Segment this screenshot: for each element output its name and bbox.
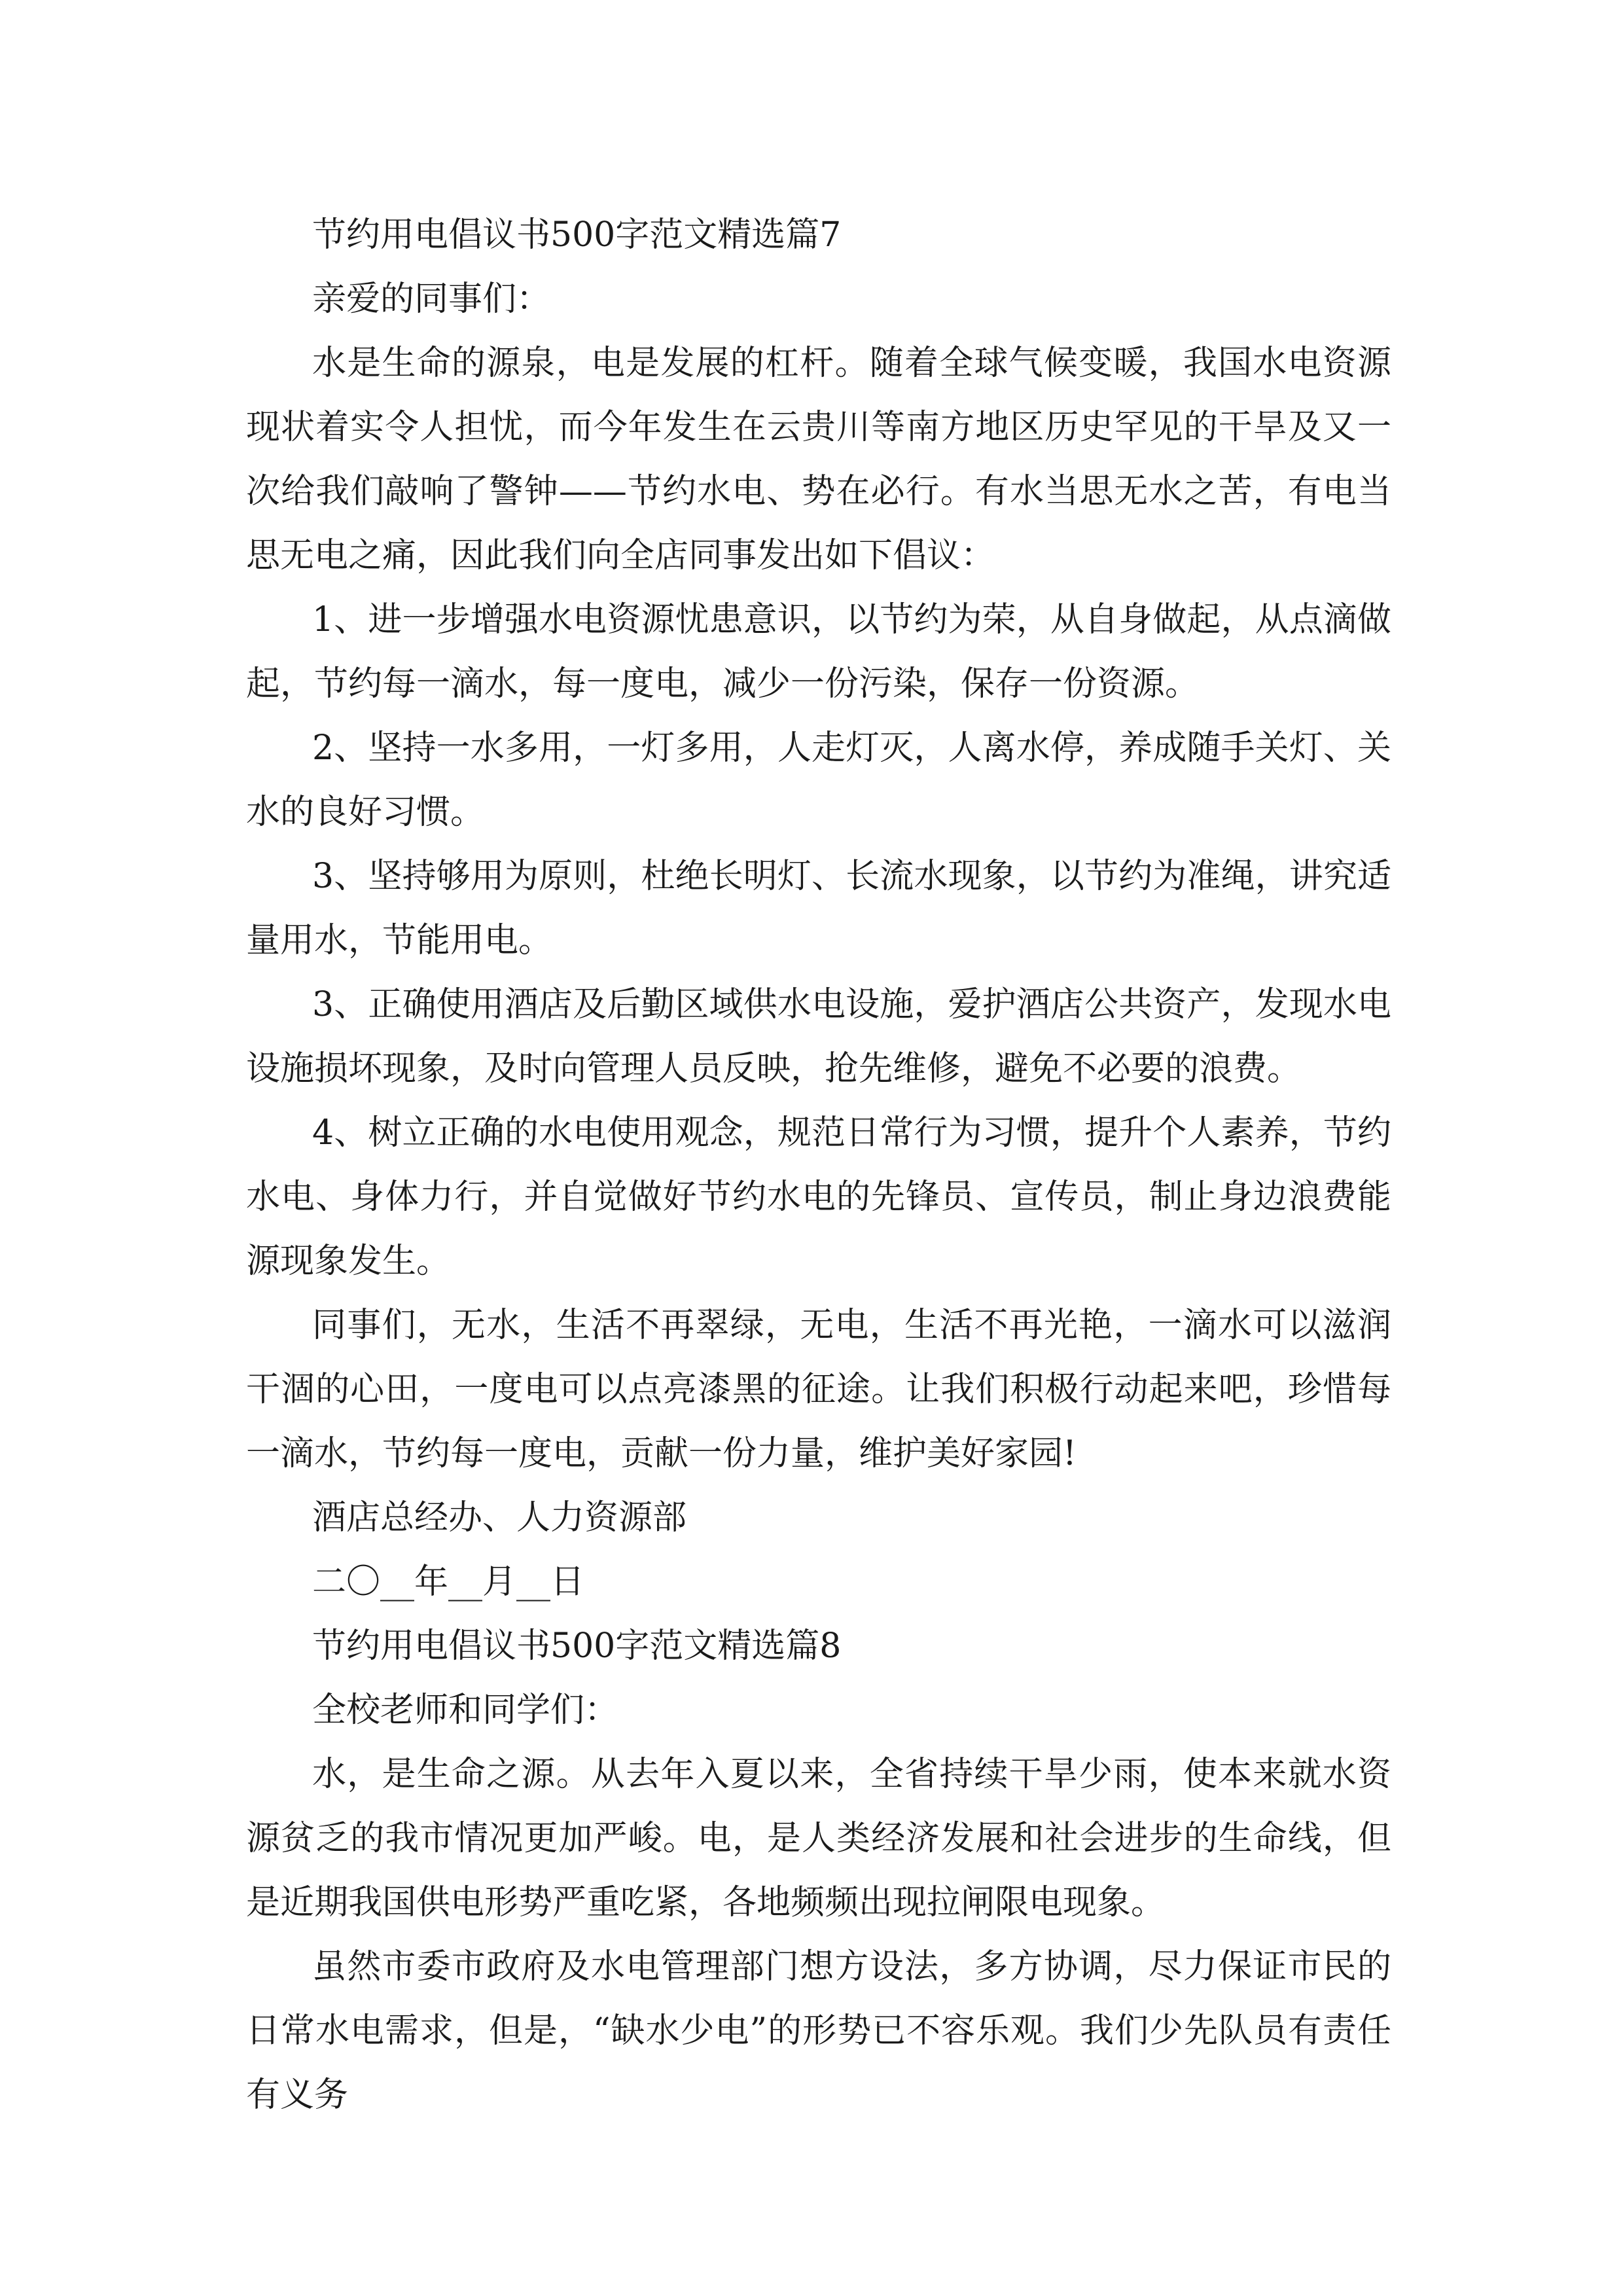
salutation-7: 亲爱的同事们： <box>312 279 551 319</box>
section-title-8: 节约用电倡议书500字范文精选篇8 <box>312 1626 842 1666</box>
paragraph-item-3a: 3、坚持够用为原则，杜绝长明灯、长流水现象，以节约为准绳，讲究适量用水，节能用电。 <box>246 857 1391 960</box>
date-7: 二〇__年__月__日 <box>312 1562 585 1602</box>
paragraph-intro-7: 水是生命的源泉，电是发展的杠杆。随着全球气候变暖，我国水电资源现状着实令人担忧，而今年发生在云贵川等南方地区历史罕见的干旱及又一次给我们敲响了警钟——节约水电、势在必行。有水当思无水之苦，有电当思无电之痛，因此我们向全店同事发出如下倡议： <box>246 344 1391 575</box>
section-title-7: 节约用电倡议书500字范文精选篇7 <box>312 215 842 255</box>
paragraph-item-3b: 3、正确使用酒店及后勤区域供水电设施，爱护酒店公共资产，发现水电设施损坏现象，及时向管理人员反映，抢先维修，避免不必要的浪费。 <box>246 985 1391 1088</box>
paragraph-closing-7: 同事们，无水，生活不再翠绿，无电，生活不再光艳，一滴水可以滋润干涸的心田，一度电可以点亮漆黑的征途。让我们积极行动起来吧，珍惜每一滴水，节约每一度电，贡献一份力量，维护美好家园! <box>246 1306 1391 1473</box>
paragraph-item-1: 1、进一步增强水电资源忧患意识，以节约为荣，从自身做起，从点滴做起，节约每一滴水，每一度电，减少一份污染，保存一份资源。 <box>246 600 1391 704</box>
paragraph-body-8: 虽然市委市政府及水电管理部门想方设法，多方协调，尽力保证市民的日常水电需求，但是，“缺水少电”的形势已不容乐观。我们少先队员有责任有义务 <box>246 1947 1391 2115</box>
paragraph-item-4: 4、树立正确的水电使用观念，规范日常行为习惯，提升个人素养，节约水电、身体力行，并自觉做好节约水电的先锋员、宣传员，制止身边浪费能源现象发生。 <box>246 1113 1391 1281</box>
paragraph-item-2: 2、坚持一水多用，一灯多用，人走灯灭，人离水停，养成随手关灯、关水的良好习惯。 <box>246 728 1391 832</box>
document-page <box>246 203 1391 2127</box>
signature-7: 酒店总经办、人力资源部 <box>312 1498 687 1537</box>
salutation-8: 全校老师和同学们： <box>312 1691 619 1730</box>
paragraph-intro-8: 水，是生命之源。从去年入夏以来，全省持续干旱少雨，使本来就水资源贫乏的我市情况更加严峻。电，是人类经济发展和社会进步的生命线，但是近期我国供电形势严重吃紧，各地频频出现拉闸限电现象。 <box>246 1755 1391 1922</box>
